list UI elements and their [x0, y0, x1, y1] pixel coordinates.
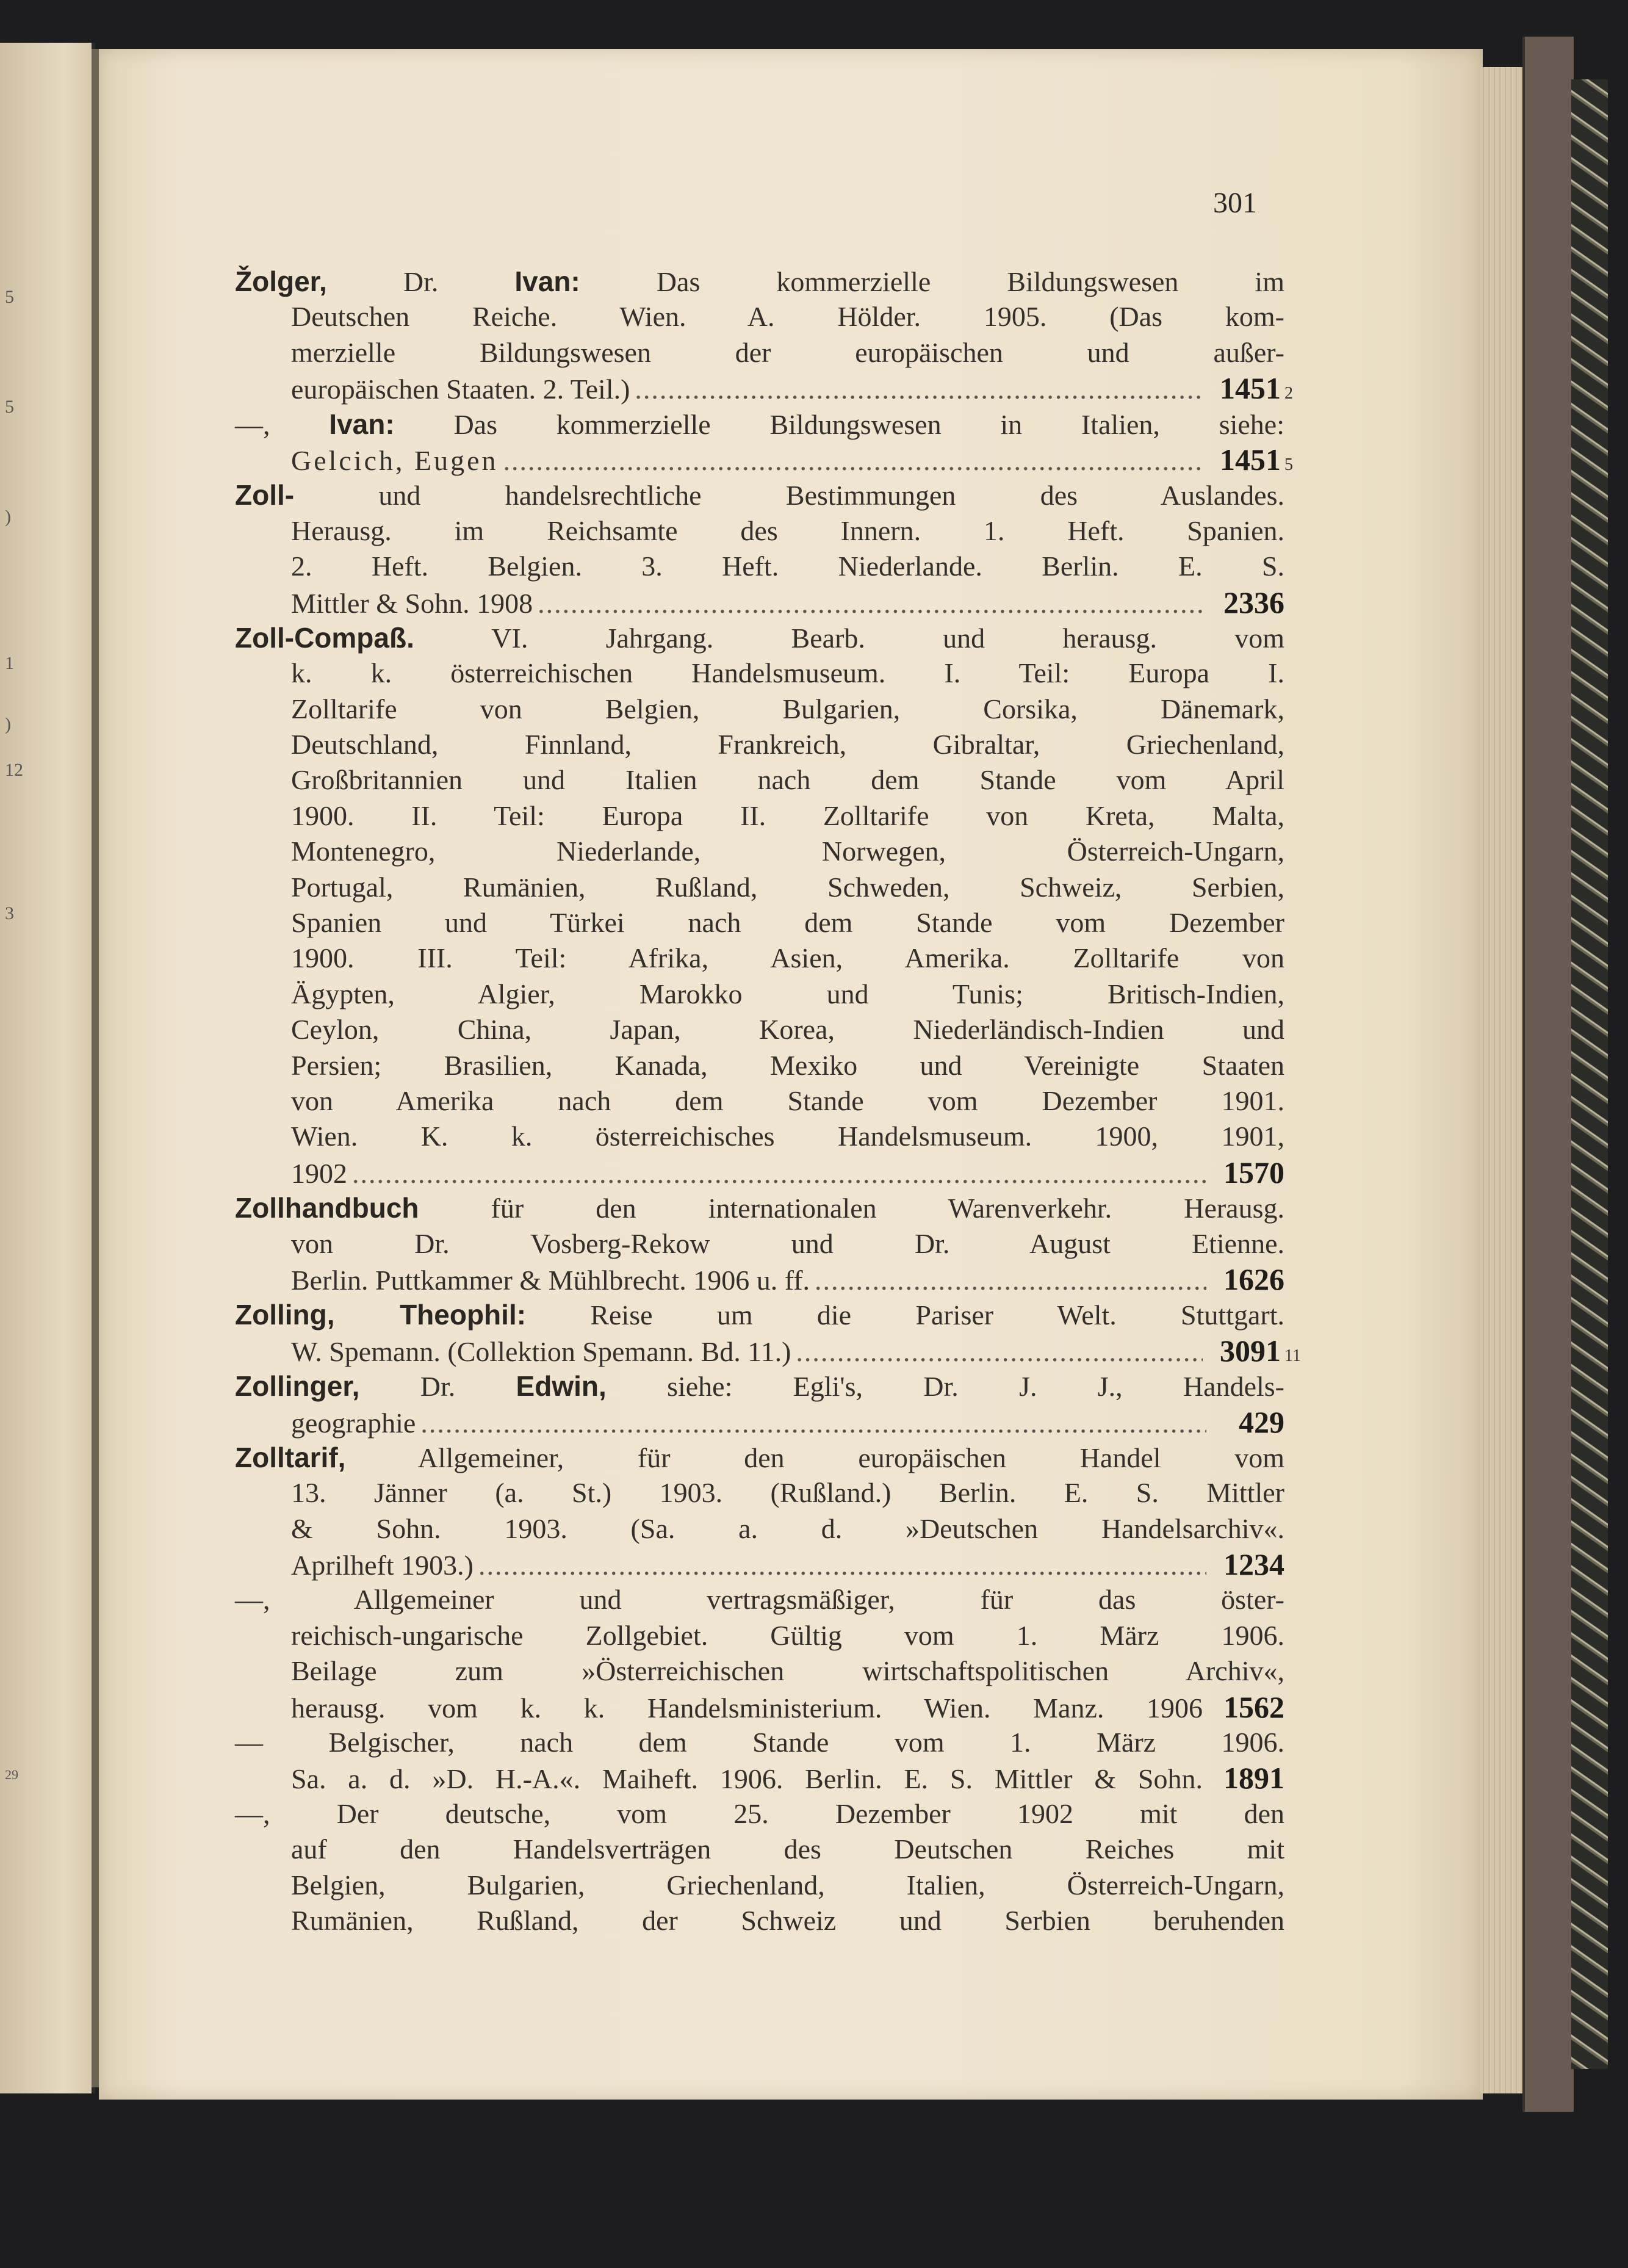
entry-line	[235, 1297, 1284, 1332]
leader-dots	[352, 1156, 1206, 1191]
page-reference: 2336	[1223, 585, 1284, 619]
margin-mark: 3	[5, 903, 14, 923]
entry-line	[235, 905, 1284, 941]
entry-headword: Zollinger,	[235, 1370, 360, 1403]
entry-text-line: Zolltarife von Belgien, Bulgarien, Corsika, Dänemark,	[291, 693, 1284, 724]
entry-line	[235, 977, 1284, 1012]
entry-text-line	[235, 1582, 1284, 1617]
entry-line	[235, 1511, 1284, 1547]
index-entry-zolling	[235, 1297, 1284, 1368]
index-entry-zolger	[235, 264, 1284, 406]
entry-line	[235, 299, 1284, 334]
leader-dots	[796, 1334, 1203, 1370]
index-entry-zollinger	[235, 1368, 1284, 1440]
entry-line	[235, 870, 1284, 905]
entry-line	[235, 370, 1284, 406]
repeat-dash: —,	[235, 1797, 270, 1829]
entry-text-line: Portugal, Rumänien, Rußland, Schweden, Schweiz, Serbien,	[291, 871, 1284, 903]
entry-line	[235, 727, 1284, 762]
entry-text-line	[235, 264, 1284, 300]
entry-text-line	[235, 1725, 1284, 1760]
entry-line	[235, 1725, 1284, 1760]
repeat-dash: —,	[235, 408, 270, 440]
entry-text: VI. Jahrgang. Bearb. und herausg. vom	[414, 622, 1284, 654]
entry-line	[235, 549, 1284, 584]
entry-headword: Ivan:	[329, 408, 395, 440]
entry-text: herausg. vom k. k. Handelsministerium. Wien. Manz. 1906	[291, 1692, 1203, 1724]
entry-text-line: 1900. III. Teil: Afrika, Asien, Amerika. Zolltarife von	[291, 942, 1284, 974]
page-reference: 1570	[1223, 1155, 1284, 1190]
entry-headword: Ivan:	[514, 265, 580, 297]
entry-line	[235, 1333, 1284, 1368]
page-reference: 1626	[1223, 1262, 1284, 1296]
entry-text: Dr.	[359, 1371, 516, 1403]
entry-headword: Zoll-Compaß.	[235, 621, 414, 654]
margin-mark: 1	[5, 653, 14, 673]
entry-text: Reise um die Pariser Welt. Stuttgart.	[526, 1299, 1284, 1331]
entry-text: Allgemeiner und vertragsmäßiger, für das öster-	[270, 1584, 1284, 1616]
entry-text-line: Belgien, Bulgarien, Griechenland, Italien, Österreich-Ungarn,	[291, 1869, 1284, 1901]
entry-text: Gelcich, Eugen	[291, 444, 499, 476]
entry-line	[235, 1547, 1284, 1582]
entry-text: W. Spemann. (Collektion Spemann. Bd. 11.)	[291, 1335, 791, 1367]
index-entry-compass	[235, 620, 1284, 1190]
page-reference: 1891	[1223, 1761, 1284, 1796]
entry-text-line	[235, 1796, 1284, 1832]
entry-headword: Edwin,	[516, 1370, 607, 1403]
entry-line	[235, 513, 1284, 549]
entry-line	[235, 1832, 1284, 1867]
entry-text-line: Herausg. im Reichsamte des Innern. 1. Heft. Spanien.	[291, 515, 1284, 546]
entry-text: Aprilheft 1903.)	[291, 1550, 474, 1581]
entry-text-line: Beilage zum »Österreichischen wirtschaftspolitischen Archiv«,	[291, 1655, 1284, 1687]
entry-text-line	[235, 406, 1284, 442]
entry-headword: Zolltarif,	[235, 1441, 346, 1473]
margin-mark: )	[5, 714, 11, 734]
entry-text: Belgischer, nach dem Stande vom 1. März 1906.	[263, 1727, 1284, 1758]
entry-text-line	[235, 620, 1284, 656]
entry-text: für den internationalen Warenverkehr. Herausg.	[419, 1193, 1284, 1224]
leader-dots	[538, 586, 1206, 621]
entry-line	[235, 692, 1284, 727]
entry-text-line: Rumänien, Rußland, der Schweiz und Serbien beruhenden	[291, 1904, 1284, 1936]
entry-line	[235, 1760, 1284, 1796]
entry-text: geographie	[291, 1407, 416, 1439]
entry-text-line: merzielle Bildungswesen der europäischen und außer-	[291, 336, 1284, 368]
entry-line	[235, 620, 1284, 655]
entry-line	[235, 1868, 1284, 1903]
leader-dots	[635, 372, 1203, 407]
entry-text: 1902	[291, 1157, 347, 1189]
entry-line	[235, 1190, 1284, 1226]
entry-line	[235, 1618, 1284, 1653]
repeat-dash: —	[235, 1727, 263, 1758]
page-reference: 1562	[1223, 1689, 1284, 1724]
entry-text-line: von Amerika nach dem Stande vom Dezember 1901.	[291, 1085, 1284, 1116]
entry-text: Sa. a. d. »D. H.-A.«. Maiheft. 1906. Berlin. E. S. Mittler & Sohn.	[291, 1763, 1203, 1795]
entry-line	[235, 406, 1284, 442]
entry-line	[235, 1404, 1284, 1440]
repeat-dash: —,	[235, 1584, 270, 1616]
entry-line	[235, 477, 1284, 513]
entry-text-line: Persien; Brasilien, Kanada, Mexiko und Vereinigte Staaten	[291, 1049, 1284, 1081]
entry-text-line: Großbritannien und Italien nach dem Stande vom April	[291, 764, 1284, 796]
entry-line	[235, 585, 1284, 620]
entry-line	[235, 1440, 1284, 1475]
entry-line	[235, 442, 1284, 477]
entry-text-line: Ägypten, Algier, Marokko und Tunis; Britisch-Indien,	[291, 978, 1284, 1009]
entry-line	[235, 1262, 1284, 1297]
margin-mark: 29	[5, 1767, 18, 1782]
entry-line	[235, 1582, 1284, 1617]
entry-text-line: & Sohn. 1903. (Sa. a. d. »Deutschen Handelsarchiv«.	[291, 1512, 1284, 1544]
page-reference: 429	[1239, 1404, 1284, 1439]
entry-line	[235, 1653, 1284, 1689]
book-cover-edge	[1522, 37, 1574, 2112]
entry-text-line: Wien. K. k. österreichisches Handelsmuseum. 1900, 1901,	[291, 1121, 1284, 1152]
entry-text-line	[235, 1440, 1284, 1476]
entry-line	[235, 1475, 1284, 1511]
entry-text-line: reichisch-ungarische Zollgebiet. Gültig vom 1. März 1906.	[291, 1619, 1284, 1651]
page-reference: 1234	[1223, 1547, 1284, 1582]
margin-mark: 12	[5, 760, 23, 780]
margin-mark: 5	[5, 287, 14, 307]
entry-line	[235, 798, 1284, 834]
entry-text-line: Spanien und Türkei nach dem Stande vom Dezember	[291, 907, 1284, 939]
entry-line	[235, 941, 1284, 976]
previous-page-edge	[0, 43, 95, 2093]
entry-text: Allgemeiner, für den europäischen Handel vom	[345, 1442, 1284, 1473]
entry-line	[235, 335, 1284, 370]
entry-text-line	[235, 1297, 1284, 1333]
index-entry-zolltarif	[235, 1440, 1284, 1583]
leader-dots	[503, 443, 1203, 479]
entry-line	[235, 1048, 1284, 1083]
entry-text: europäischen Staaten. 2. Teil.)	[291, 374, 630, 405]
entry-text-line: k. k. österreichischen Handelsmuseum. I. Teil: Europa I.	[291, 657, 1284, 689]
entry-text: Mittler & Sohn. 1908	[291, 587, 533, 619]
entry-text-line: Deutschen Reiche. Wien. A. Hölder. 1905. (Das kom-	[291, 301, 1284, 333]
index-entry-zoll	[235, 477, 1284, 620]
leader-dots	[420, 1406, 1206, 1441]
entry-line	[235, 1903, 1284, 1938]
entry-line	[235, 264, 1284, 299]
page-reference: 1451	[1220, 371, 1281, 406]
entry-line	[235, 1689, 1284, 1725]
entry-line	[235, 1226, 1284, 1262]
entry-headword: Zollhandbuch	[235, 1192, 419, 1224]
entry-text: Dr.	[326, 266, 515, 297]
entry-line	[235, 1368, 1284, 1404]
entry-text: Der deutsche, vom 25. Dezember 1902 mit den	[270, 1797, 1284, 1829]
index-entry-ivan	[235, 406, 1284, 478]
page-stack-edges	[1480, 67, 1522, 2093]
entry-line	[235, 1796, 1284, 1832]
index-entries	[235, 264, 1284, 1938]
page-reference: 3091	[1220, 1333, 1281, 1368]
entry-line	[235, 1012, 1284, 1047]
entry-text-line: von Dr. Vosberg-Rekow und Dr. August Etienne.	[291, 1227, 1284, 1259]
page-reference: 1451	[1220, 442, 1281, 477]
entry-line	[235, 1083, 1284, 1119]
marbled-board	[1571, 79, 1608, 2069]
entry-text: und handelsrechtliche Bestimmungen des Auslandes.	[294, 480, 1284, 511]
index-entry-belgischer	[235, 1725, 1284, 1796]
entry-text-line: 13. Jänner (a. St.) 1903. (Rußland.) Berlin. E. S. Mittler	[291, 1477, 1284, 1509]
entry-line	[235, 1155, 1284, 1190]
index-entry-deutsche	[235, 1796, 1284, 1939]
entry-text-line: Ceylon, China, Japan, Korea, Niederländisch-Indien und	[291, 1014, 1284, 1046]
entry-text: Berlin. Puttkammer & Mühlbrecht. 1906 u. ff.	[291, 1264, 810, 1296]
entry-text: siehe: Egli's, Dr. J. J., Handels-	[606, 1371, 1284, 1403]
entry-text: Das kommerzielle Bildungswesen im	[580, 266, 1284, 297]
entry-text-line: Deutschland, Finnland, Frankreich, Gibraltar, Griechenland,	[291, 729, 1284, 760]
entry-text-line: 1900. II. Teil: Europa II. Zolltarife von Kreta, Malta,	[291, 800, 1284, 831]
page-number: 301	[1213, 187, 1257, 219]
entry-text-line	[235, 1190, 1284, 1226]
index-entry-zollhandbuch	[235, 1190, 1284, 1297]
entry-headword: Zoll-	[235, 479, 295, 511]
entry-line	[235, 834, 1284, 869]
entry-line	[235, 1119, 1284, 1154]
entry-headword: Žolger,	[235, 265, 327, 297]
index-entry-allgemeiner	[235, 1582, 1284, 1725]
entry-text-line	[235, 1368, 1284, 1404]
entry-text: Das kommerzielle Bildungswesen in Italien, siehe:	[394, 408, 1285, 440]
entry-text-line: Montenegro, Niederlande, Norwegen, Österreich-Ungarn,	[291, 836, 1284, 867]
entry-text-line	[235, 477, 1284, 513]
margin-mark: 5	[5, 397, 14, 417]
entry-line	[235, 655, 1284, 691]
entry-headword: Zolling, Theophil:	[235, 1299, 527, 1331]
margin-mark: )	[5, 507, 11, 527]
entry-text-line: 2. Heft. Belgien. 3. Heft. Niederlande. Berlin. E. S.	[291, 551, 1284, 582]
leader-dots	[478, 1548, 1206, 1583]
entry-line	[235, 762, 1284, 798]
leader-dots	[815, 1263, 1206, 1298]
entry-text-line: auf den Handelsverträgen des Deutschen Reiches mit	[291, 1833, 1284, 1865]
